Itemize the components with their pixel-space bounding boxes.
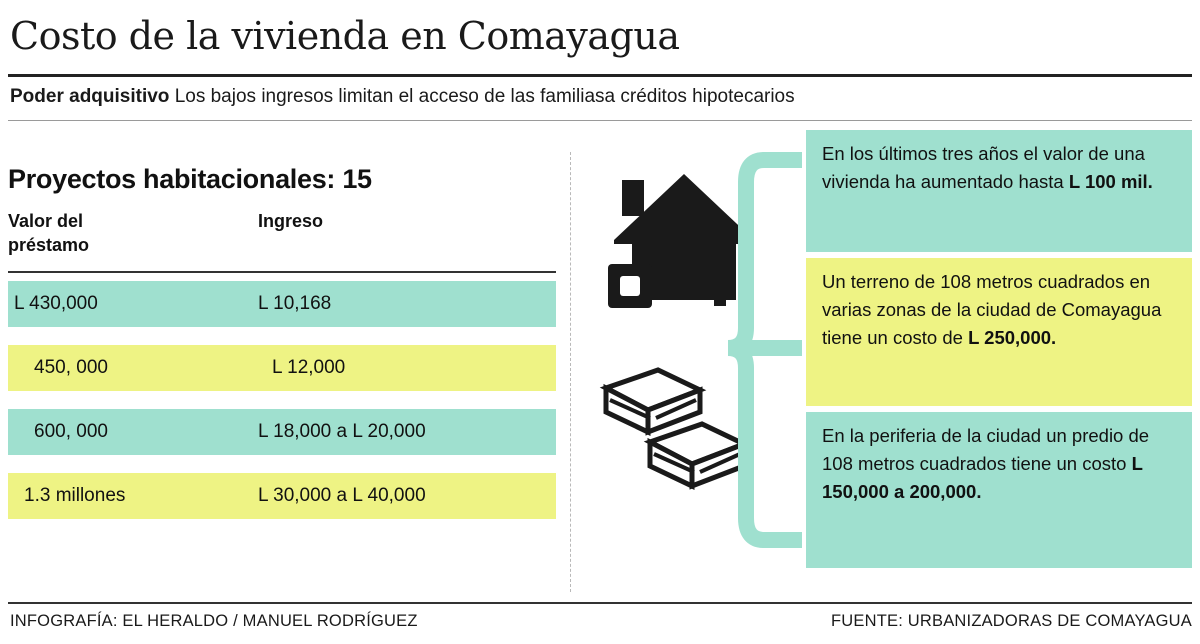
page-subtitle [10,86,1190,108]
callout-text: Un terreno de 108 metros cuadrados en varias zonas de la ciudad de Comayagua tiene un costo de [822,271,1162,348]
cell-loan: 450, 000 [34,357,108,378]
left-panel [8,150,556,537]
callout-text: En la periferia de la ciudad un predio de 108 metros cuadrados tiene un costo [822,425,1150,474]
column-header-loan [8,209,188,257]
table-row [8,345,556,391]
projects-heading: Proyectos habitacionales: 15 [8,164,372,194]
table-row [8,473,556,519]
callout-text: En los últimos tres años el valor de una vivienda ha aumentado hasta [822,143,1145,192]
callout-box [806,130,1192,252]
bracket-connector [716,130,816,570]
source-line: FUENTE: URBANIZADORAS DE COMAYAGUA [831,612,1192,630]
subtitle-lead: Poder adquisitivo [10,86,170,107]
column-header-loan-line2: préstamo [8,235,90,255]
column-header-loan-line1: Valor del [8,211,84,231]
header-divider [8,74,1192,77]
cell-loan: 600, 000 [34,421,108,442]
cell-income: L 18,000 a L 20,000 [258,421,426,442]
cell-loan: 1.3 millones [24,485,126,506]
callout-box [806,258,1192,406]
footer-divider [8,602,1192,604]
page-title: Costo de la vivienda en Comayagua [10,14,680,58]
vertical-divider [570,152,571,592]
callout-box [806,412,1192,568]
table-header-rule [8,271,556,273]
callout-highlight: L 250,000. [968,327,1057,348]
cell-income: L 10,168 [258,293,332,314]
callout-highlight: L 150,000 a 200,000. [822,453,1143,502]
cell-income: L 30,000 a L 40,000 [258,485,426,506]
subtitle-rest: Los bajos ingresos limitan el acceso de las familiasa créditos hipotecarios [169,86,795,107]
callout-highlight: L 100 mil. [1068,171,1153,192]
cell-income: L 12,000 [272,357,346,378]
table-column-headers [8,209,556,271]
table-row [8,409,556,455]
credit-line: INFOGRAFÍA: EL HERALDO / MANUEL RODRÍGUEZ [10,612,418,630]
column-header-income: Ingreso [258,211,324,231]
cell-loan: L 430,000 [14,293,98,314]
subtitle-divider [8,120,1192,121]
table-row [8,281,556,327]
